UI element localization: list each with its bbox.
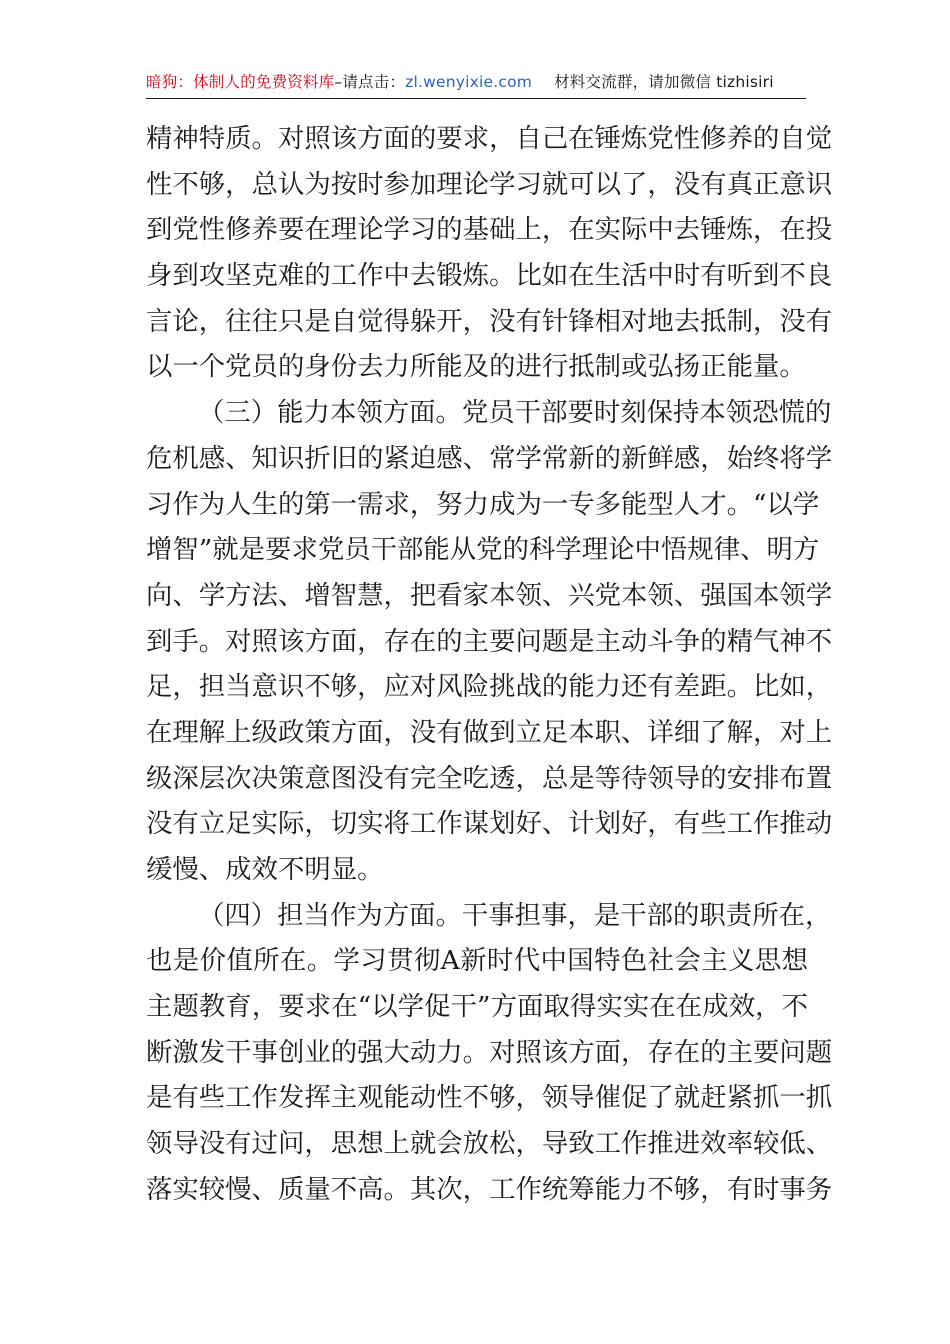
header-wechat-note: 材料交流群，请加微信 tizhisiri <box>554 73 774 91</box>
header-url-link[interactable]: zl.wenyixie.com <box>405 73 533 91</box>
text-line: 落实较慢、质量不高。其次，工作统筹能力不够，有时事务 <box>146 1173 833 1205</box>
text-line: 增智”就是要求党员干部能从党的科学理论中悟规律、明方 <box>146 534 820 566</box>
section-heading-line: （四）担当作为方面。干事担事，是干部的职责所在， <box>198 899 832 931</box>
text-line: 没有立足实际，切实将工作谋划好、计划好，有些工作推动 <box>146 808 833 840</box>
text-line: 性不够，总认为按时参加理论学习就可以了，没有真正意识 <box>146 168 833 200</box>
text-line: 领导没有过问，思想上就会放松，导致工作推进效率较低、 <box>146 1128 833 1160</box>
text-line: 到手。对照该方面，存在的主要问题是主动斗争的精气神不 <box>146 625 833 657</box>
text-line: 危机感、知识折旧的紧迫感、常学常新的新鲜感，始终将学 <box>146 442 833 474</box>
text-line: 以一个党员的身份去力所能及的进行抵制或弘扬正能量。 <box>146 351 806 383</box>
header-divider <box>146 98 806 99</box>
header-brand-link[interactable]: 暗狗：体制人的免费资料库 <box>146 73 335 91</box>
text-line: 主题教育，要求在“以学促干”方面取得实实在在成效，不 <box>146 991 808 1023</box>
text-line: 也是价值所在。学习贯彻A新时代中国特色社会主义思想 <box>146 945 808 977</box>
text-line: 级深层次决策意图没有完全吃透，总是等待领导的安排布置 <box>146 762 833 794</box>
header-prompt: –请点击： <box>334 73 406 91</box>
text-line: 精神特质。对照该方面的要求，自己在锤炼党性修养的自觉 <box>146 123 833 154</box>
text-line: 足，担当意识不够，应对风险挑战的能力还有差距。比如， <box>146 671 833 703</box>
text-line: 身到攻坚克难的工作中去锻炼。比如在生活中时有听到不良 <box>146 260 833 292</box>
text-line: 言论，往往只是自觉得躲开，没有针锋相对地去抵制，没有 <box>146 305 833 337</box>
page-header <box>146 68 806 96</box>
text-line: 向、学方法、增智慧，把看家本领、兴党本领、强国本领学 <box>146 579 833 611</box>
text-line: 到党性修养要在理论学习的基础上，在实际中去锤炼，在投 <box>146 214 833 246</box>
text-line: 断激发干事创业的强大动力。对照该方面，存在的主要问题 <box>146 1036 833 1068</box>
text-line: 习作为人生的第一需求，努力成为一专多能型人才。“以学 <box>146 488 820 520</box>
text-line: 缓慢、成效不明显。 <box>146 854 384 885</box>
document-body <box>146 116 833 1213</box>
text-line: 是有些工作发挥主观能动性不够，领导催促了就赶紧抓一抓 <box>146 1082 833 1114</box>
section-heading-line: （三）能力本领方面。党员干部要时刻保持本领恐慌的 <box>198 397 832 429</box>
text-line: 在理解上级政策方面，没有做到立足本职、详细了解，对上 <box>146 716 833 748</box>
